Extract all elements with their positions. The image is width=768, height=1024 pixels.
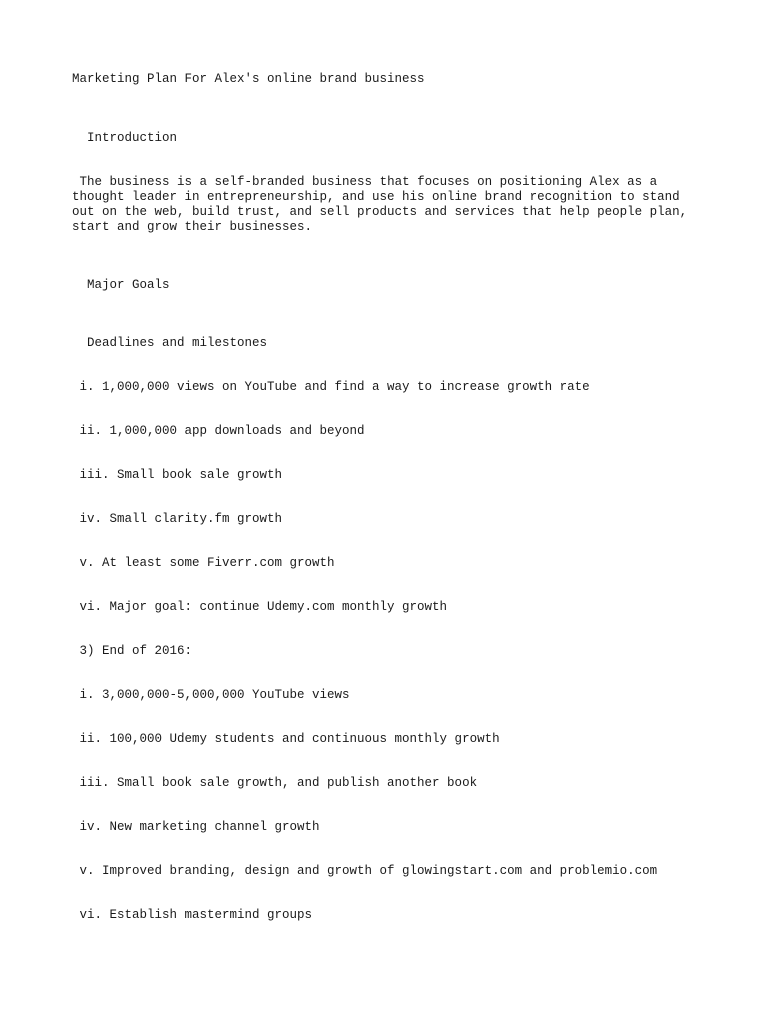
milestone-item: vi. Major goal: continue Udemy.com monthly growth (72, 600, 448, 614)
milestone-item: i. 1,000,000 views on YouTube and find a way to increase growth rate (72, 380, 590, 394)
end-2016-item: v. Improved branding, design and growth of glowingstart.com and problemio.com (72, 864, 658, 878)
milestone-item: v. At least some Fiverr.com growth (72, 556, 335, 570)
milestone-item: ii. 1,000,000 app downloads and beyond (72, 424, 365, 438)
introduction-heading: Introduction (72, 131, 178, 145)
end-2016-item: vi. Establish mastermind groups (72, 908, 313, 922)
end-2016-item: ii. 100,000 Udemy students and continuous monthly growth (72, 732, 500, 746)
end-2016-item: iv. New marketing channel growth (72, 820, 320, 834)
end-2016-heading: 3) End of 2016: (72, 644, 193, 658)
end-2016-item: iii. Small book sale growth, and publish another book (72, 776, 478, 790)
introduction-paragraph: The business is a self-branded business that focuses on positioning Alex as a thought leader in entrepreneurship, and use his online brand recognition to stand out on the web, build trust, and sell products and services that help people plan, start and grow their businesses. (72, 175, 695, 234)
major-goals-heading: Major Goals (72, 278, 170, 292)
end-2016-item: i. 3,000,000-5,000,000 YouTube views (72, 688, 350, 702)
milestone-item: iii. Small book sale growth (72, 468, 283, 482)
deadlines-heading: Deadlines and milestones (72, 336, 268, 350)
milestone-item: iv. Small clarity.fm growth (72, 512, 283, 526)
document-title: Marketing Plan For Alex's online brand business (72, 72, 425, 86)
